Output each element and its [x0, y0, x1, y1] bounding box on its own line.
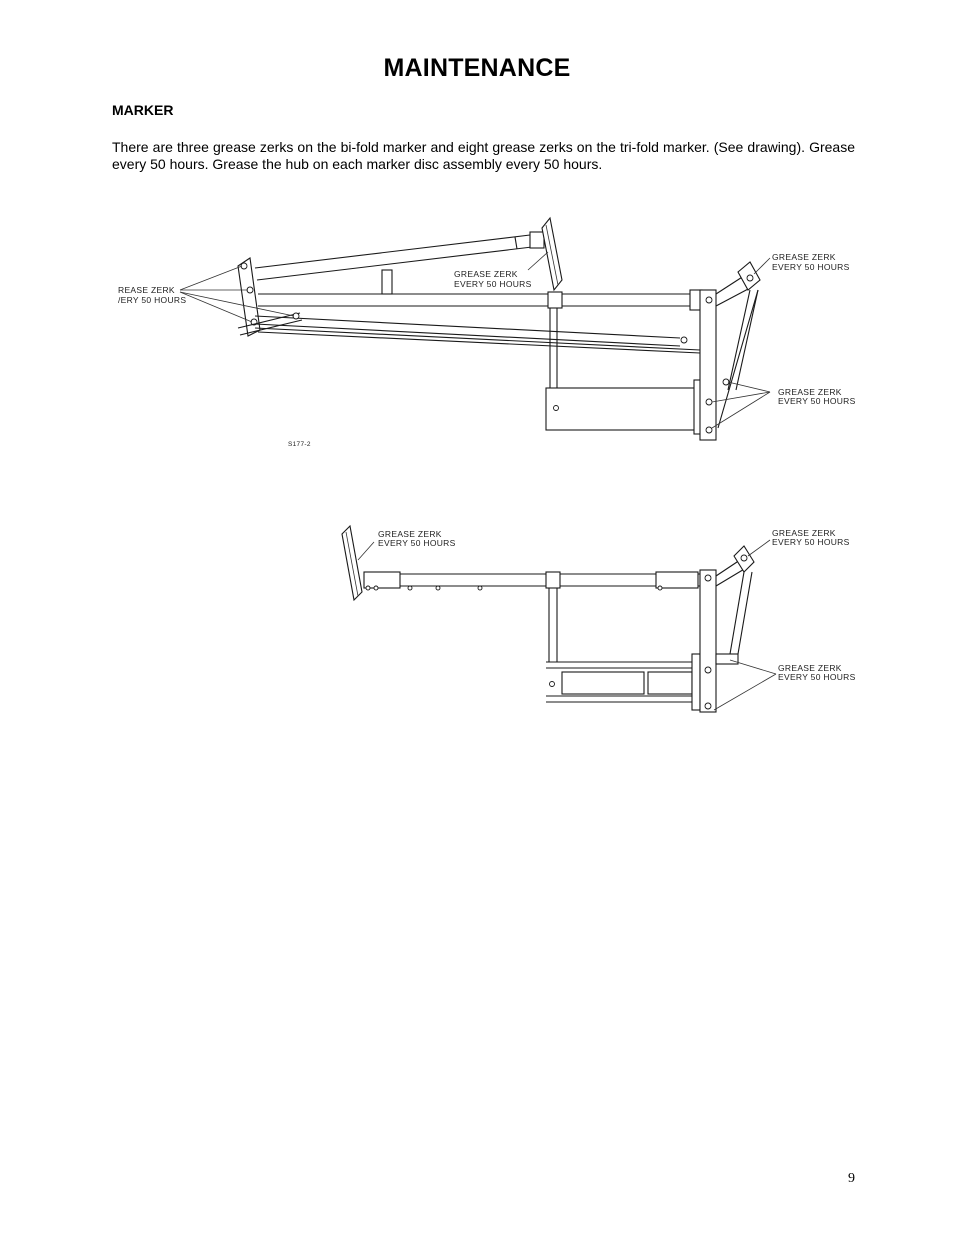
marker-instructions-paragraph: There are three grease zerks on the bi-fold marker and eight grease zerks on the tri-fold marker. (See drawing). Grease every 50 hours. Grease the hub on each marker disc assembly every 50 hours. — [112, 139, 855, 172]
callout-right-bottom-line1: GREASE ZERK — [778, 387, 842, 397]
bi-fold-marker-drawing — [110, 210, 860, 455]
callout-right-bottom-line1: GREASE ZERK — [778, 663, 842, 673]
marker-disc — [542, 218, 562, 290]
tri-fold-marker-drawing — [330, 520, 860, 720]
callout-left-line1: GREASE ZERK — [378, 529, 442, 539]
main-horizontal-beam — [258, 290, 702, 310]
lower-diagonal-rods — [238, 313, 700, 353]
section-heading-marker: MARKER — [112, 102, 174, 118]
callout-left-line2: EVERY 50 HOURS — [378, 538, 456, 548]
callout-center-line2: EVERY 50 HOURS — [454, 279, 532, 289]
marker-disc — [342, 526, 362, 600]
right-frame — [700, 546, 754, 712]
arm-bracket — [382, 270, 392, 294]
callout-right-bottom-line2: EVERY 50 HOURS — [778, 672, 856, 682]
page-number: 9 — [848, 1171, 855, 1186]
toolbar-box — [546, 654, 700, 710]
callout-left-line1: REASE ZERK — [118, 285, 175, 295]
callout-left-line2: /ERY 50 HOURS — [118, 295, 187, 305]
hydraulic-cylinder — [550, 308, 557, 388]
main-horizontal-beam — [364, 572, 702, 590]
callout-right-bottom-line2: EVERY 50 HOURS — [778, 396, 856, 406]
drawing-number: S177-2 — [288, 441, 311, 448]
toolbar-box — [546, 380, 706, 434]
callout-right-top-line1: GREASE ZERK — [772, 252, 836, 262]
callout-center-line1: GREASE ZERK — [454, 269, 518, 279]
callout-right-top-line1: GREASE ZERK — [772, 528, 836, 538]
page-title: MAINTENANCE — [383, 54, 571, 82]
callout-right-top-line2: EVERY 50 HOURS — [772, 262, 850, 272]
hydraulic-cylinder — [549, 588, 557, 662]
right-frame — [700, 262, 760, 440]
callout-right-top-line2: EVERY 50 HOURS — [772, 537, 850, 547]
